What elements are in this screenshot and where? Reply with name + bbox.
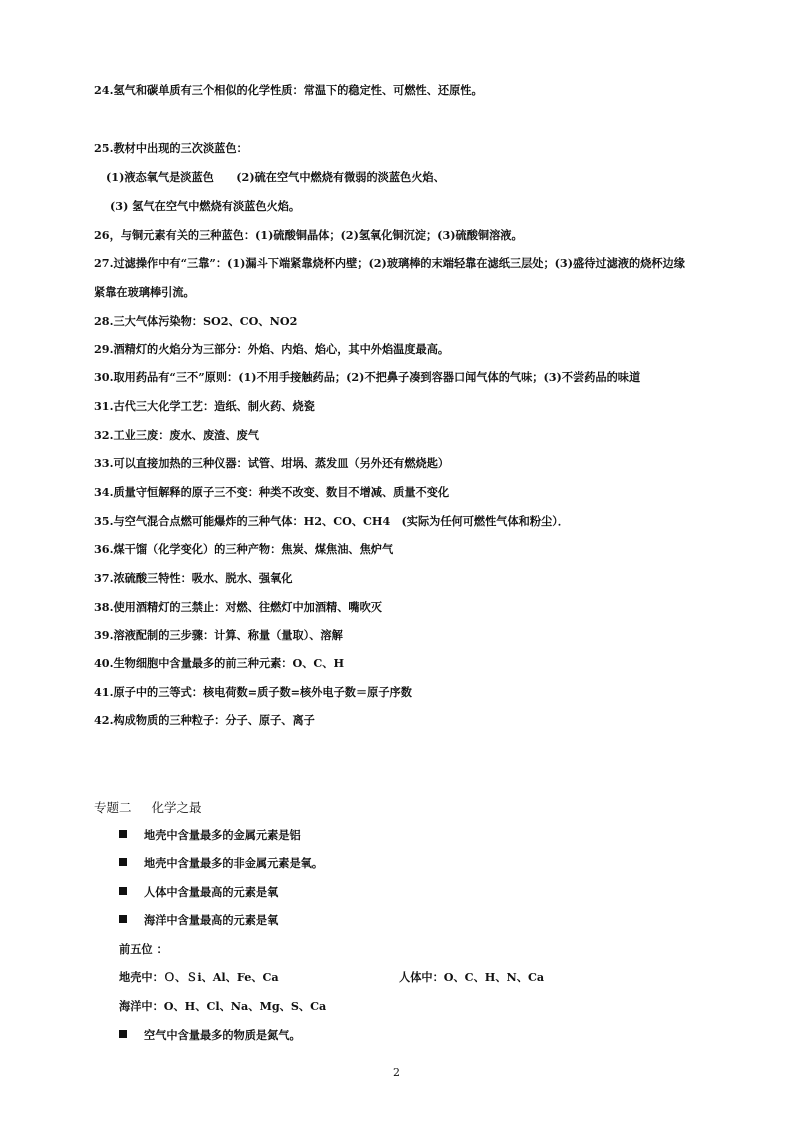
ocean-elements: 海洋中：O、H、Cl、Na、Mg、S、Ca xyxy=(119,999,327,1013)
item-30: 30.取用药品有“三不”原则：(1)不用手接触药品；(2)不把鼻子凑到容器口闻气体的气味；(3)不尝药品的味道 xyxy=(94,370,641,384)
item-25-sub-1: (1)液态氧气是淡蓝色 (2)硫在空气中燃烧有微弱的淡蓝色火焰、 xyxy=(106,170,445,184)
page-number: 2 xyxy=(393,1066,400,1079)
item-34: 34.质量守恒解释的原子三不变：种类不改变、数目不增减、质量不变化 xyxy=(94,485,450,499)
bullet-item xyxy=(119,856,323,870)
item-42: 42.构成物质的三种粒子：分子、原子、离子 xyxy=(94,713,315,727)
item-40: 40.生物细胞中含量最多的前三种元素：O、C、H xyxy=(94,656,345,670)
bullet-text: 海洋中含量最高的元素是氧 xyxy=(144,913,279,927)
section-name: 化学之最 xyxy=(151,800,202,815)
crust-elements: 地壳中：Ｏ、Ｓi、Al、Fe、Ca xyxy=(119,970,279,984)
item-27-line-2: 紧靠在玻璃棒引流。 xyxy=(94,285,195,299)
bullet-text: 地壳中含量最多的金属元素是铝 xyxy=(144,828,301,842)
square-bullet-icon xyxy=(119,887,127,895)
item-36: 36.煤干馏（化学变化）的三种产物：焦炭、煤焦油、焦炉气 xyxy=(94,542,394,556)
item-26: 26，与铜元素有关的三种蓝色：(1)硫酸铜晶体；(2)氢氧化铜沉淀；(3)硫酸铜溶液。 xyxy=(94,228,523,242)
item-39: 39.溶液配制的三步骤：计算、称量（量取）、溶解 xyxy=(94,628,343,642)
bullet-text: 地壳中含量最多的非金属元素是氧。 xyxy=(144,856,324,870)
item-28: 28.三大气体污染物：SO2、CO、NO2 xyxy=(94,314,298,328)
section-title xyxy=(94,798,202,816)
item-25-sub-2: (3) 氢气在空气中燃烧有淡蓝色火焰。 xyxy=(110,199,301,213)
item-41: 41.原子中的三等式：核电荷数=质子数=核外电子数＝原子序数 xyxy=(94,685,412,699)
item-37: 37.浓硫酸三特性：吸水、脱水、强氧化 xyxy=(94,571,293,585)
item-27-line-1: 27.过滤操作中有“三靠”：(1)漏斗下端紧靠烧杯内壁；(2)玻璃棒的末端轻靠在滤纸三层处；(3)盛待过滤液的烧杯边缘 xyxy=(94,256,685,270)
section-label: 专题二 xyxy=(94,800,132,815)
bullet-item xyxy=(119,828,301,842)
bullet-item xyxy=(119,913,278,927)
square-bullet-icon xyxy=(119,830,127,838)
item-38: 38.使用酒精灯的三禁止：对燃、往燃灯中加酒精、嘴吹灭 xyxy=(94,600,382,614)
square-bullet-icon xyxy=(119,915,127,923)
bullet-item xyxy=(119,885,278,899)
item-31: 31.古代三大化学工艺：造纸、制火药、烧瓷 xyxy=(94,399,315,413)
item-24: 24.氢气和碳单质有三个相似的化学性质：常温下的稳定性、可燃性、还原性。 xyxy=(94,83,483,97)
square-bullet-icon xyxy=(119,1030,127,1038)
item-32: 32.工业三废：废水、废渣、废气 xyxy=(94,428,259,442)
bullet-text: 人体中含量最高的元素是氧 xyxy=(144,885,279,899)
item-29: 29.酒精灯的火焰分为三部分：外焰、内焰、焰心，其中外焰温度最高。 xyxy=(94,342,450,356)
item-25: 25.教材中出现的三次淡蓝色： xyxy=(94,141,248,155)
top-five-label: 前五位 ： xyxy=(119,942,168,956)
bullet-item xyxy=(119,1028,301,1042)
bullet-text: 空气中含量最多的物质是氮气。 xyxy=(144,1028,301,1042)
square-bullet-icon xyxy=(119,858,127,866)
item-33: 33.可以直接加热的三种仪器：试管、坩埚、蒸发皿（另外还有燃烧匙） xyxy=(94,456,450,470)
item-35: 35.与空气混合点燃可能爆炸的三种气体：H2、CO、CH4 (实际为任何可燃性气体和粉尘）． xyxy=(94,514,569,528)
body-elements: 人体中：O、C、H、N、Ca xyxy=(399,970,545,984)
